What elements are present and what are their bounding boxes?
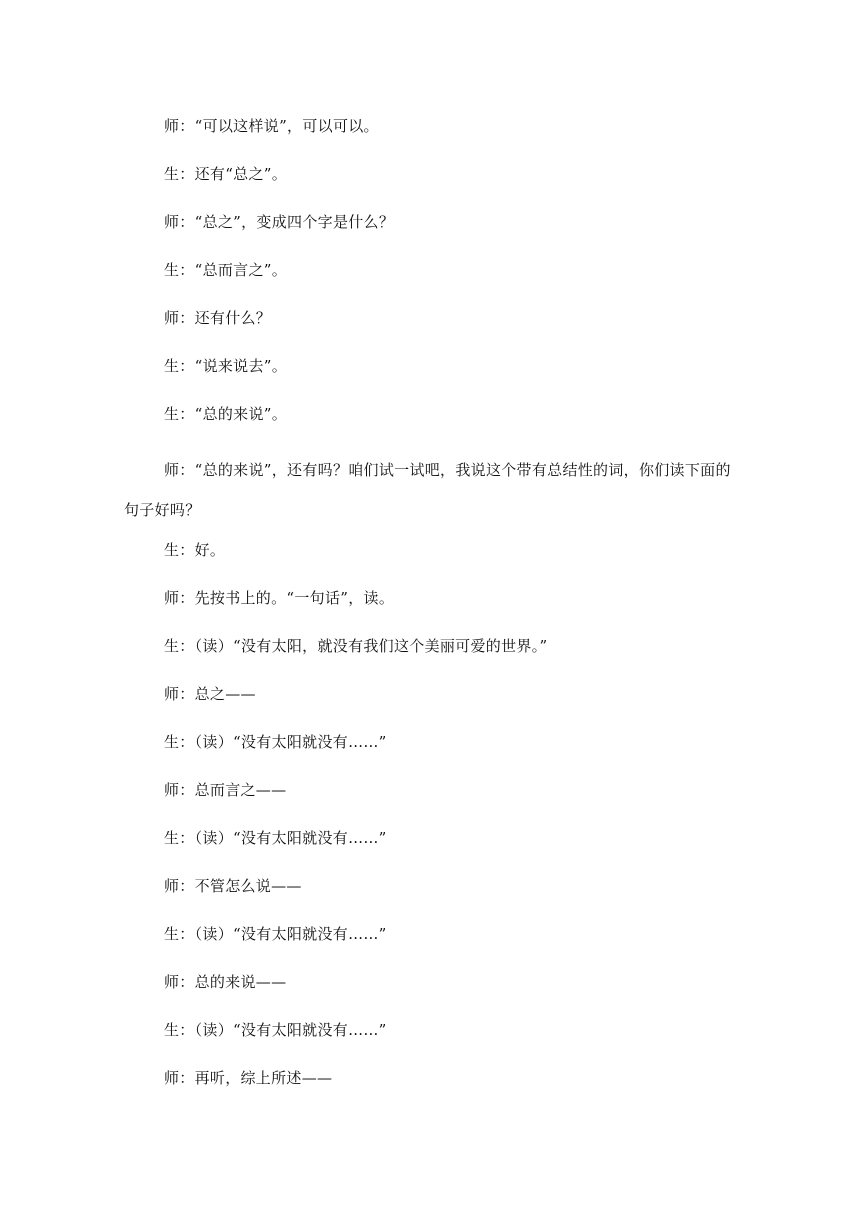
dialogue-line: 师：再听，综上所述—— [164,1069,333,1087]
dialogue-line: 生：（读）“没有太阳就没有……” [164,829,387,847]
dialogue-line: 生：（读）“没有太阳就没有……” [164,1021,387,1039]
dialogue-line: 生：（读）“没有太阳就没有……” [164,733,387,751]
dialogue-line: 师：还有什么？ [164,309,272,327]
dialogue-line: 生：“总而言之”。 [164,261,288,279]
dialogue-line: 师：总而言之—— [164,781,287,799]
dialogue-line: 师：总之—— [164,685,256,703]
dialogue-line: 生：还有“总之”。 [164,165,288,183]
dialogue-line: 师：先按书上的。“一句话”，读。 [164,589,395,607]
dialogue-line: 师：不管怎么说—— [164,877,302,895]
dialogue-line: 师：总的来说—— [164,973,287,991]
dialogue-line: 生：“总的来说”。 [164,405,288,423]
dialogue-line: 生：好。 [164,541,226,559]
dialogue-line: 生：“说来说去”。 [164,357,288,375]
dialogue-line: 师：“可以这样说”，可以可以。 [164,117,379,135]
dialogue-line: 师：“总的来说”，还有吗？咱们试一试吧，我说这个带有总结性的词，你们读下面的句子好吗？ [124,461,731,519]
dialogue-line: 生：（读）“没有太阳，就没有我们这个美丽可爱的世界。” [164,637,548,655]
dialogue-line: 师：“总之”，变成四个字是什么？ [164,213,395,231]
dialogue-line: 生：（读）“没有太阳就没有……” [164,925,387,943]
